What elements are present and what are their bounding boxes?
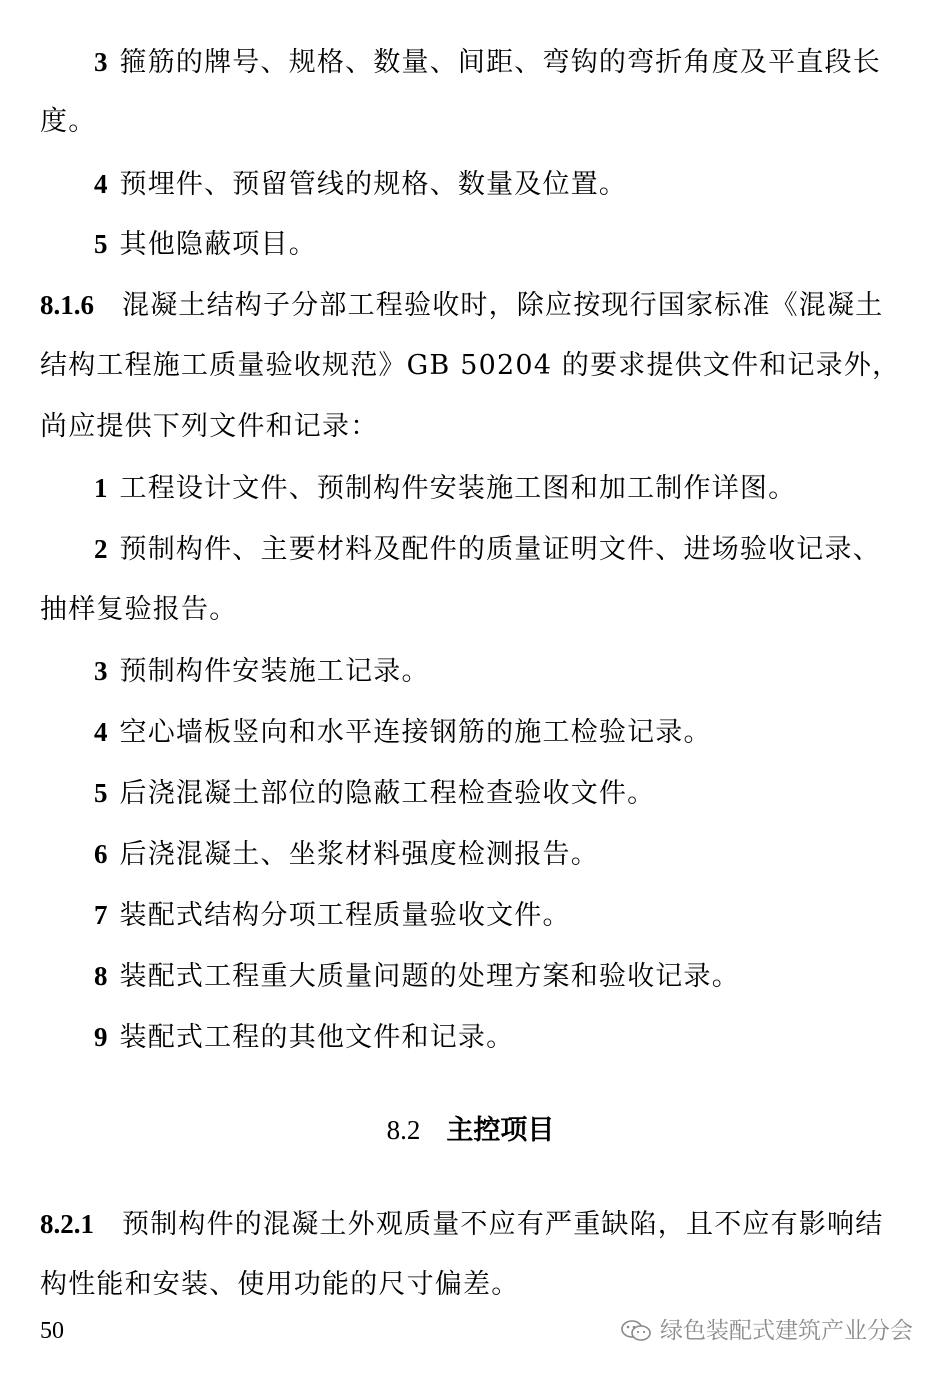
continuation-line — [40, 1267, 880, 1303]
continuation-line — [40, 348, 901, 384]
list-item — [94, 166, 934, 203]
item-text: 抽样复验报告。 — [40, 594, 238, 625]
item-number: 9 — [94, 1022, 108, 1052]
section-number: 8.2 — [386, 1115, 421, 1145]
item-number: 8 — [94, 961, 108, 991]
list-item — [94, 897, 934, 934]
item-text: 预制构件、主要材料及配件的质量证明文件、进场验收记录、 — [119, 534, 881, 565]
clause-text: 构性能和安装、使用功能的尺寸偏差。 — [40, 1269, 520, 1300]
clause-8-2-1 — [40, 1206, 884, 1243]
continuation-line — [40, 409, 880, 445]
item-text: 箍筋的牌号、规格、数量、间距、弯钩的弯折角度及平直段长 — [119, 47, 881, 78]
item-text: 装配式工程重大质量问题的处理方案和验收记录。 — [119, 961, 740, 992]
item-text: 其他隐蔽项目。 — [119, 229, 317, 260]
list-item — [94, 714, 934, 751]
clause-text: 预制构件的混凝土外观质量不应有严重缺陷，且不应有影响结 — [122, 1209, 884, 1240]
clause-8-1-6 — [40, 287, 884, 324]
item-text: 预制构件安装施工记录。 — [119, 656, 430, 687]
section-title: 主控项目 — [446, 1115, 555, 1146]
item-number: 4 — [94, 717, 108, 747]
wechat-icon — [620, 1319, 652, 1343]
item-number: 1 — [94, 473, 108, 503]
continuation-line — [40, 592, 880, 628]
continuation-line — [40, 104, 880, 140]
item-text: 后浇混凝土、坐浆材料强度检测报告。 — [119, 839, 599, 870]
item-text: 后浇混凝土部位的隐蔽工程检查验收文件。 — [119, 778, 656, 809]
list-item — [94, 470, 934, 507]
item-number: 6 — [94, 839, 108, 869]
item-text: 装配式结构分项工程质量验收文件。 — [119, 900, 571, 931]
list-item — [94, 226, 934, 263]
list-item — [94, 44, 934, 81]
section-heading — [0, 1112, 941, 1149]
item-number: 7 — [94, 900, 108, 930]
item-number: 4 — [94, 169, 108, 199]
item-text: 度。 — [40, 106, 97, 137]
clause-number: 8.2.1 — [40, 1209, 94, 1239]
list-item — [94, 1019, 934, 1056]
list-item — [94, 836, 934, 873]
clause-text: 尚应提供下列文件和记录： — [40, 411, 379, 442]
item-number: 2 — [94, 534, 108, 564]
item-text: 工程设计文件、预制构件安装施工图和加工制作详图。 — [119, 473, 797, 504]
item-number: 3 — [94, 656, 108, 686]
clause-text: 混凝土结构子分部工程验收时，除应按现行国家标准《混凝土 — [122, 290, 884, 321]
watermark-text: 绿色装配式建筑产业分会 — [660, 1318, 913, 1344]
item-text: 装配式工程的其他文件和记录。 — [119, 1022, 515, 1053]
list-item — [94, 958, 934, 995]
watermark — [620, 1316, 913, 1346]
item-number: 5 — [94, 778, 108, 808]
list-item — [94, 531, 934, 568]
page-number: 50 — [40, 1318, 64, 1344]
clause-text: 结构工程施工质量验收规范》GB 50204 的要求提供文件和记录外， — [40, 350, 901, 381]
list-item — [94, 775, 934, 812]
clause-number: 8.1.6 — [40, 290, 94, 320]
item-text: 空心墙板竖向和水平连接钢筋的施工检验记录。 — [119, 717, 712, 748]
item-text: 预埋件、预留管线的规格、数量及位置。 — [119, 169, 628, 200]
item-number: 5 — [94, 229, 108, 259]
list-item — [94, 653, 934, 690]
item-number: 3 — [94, 47, 108, 77]
